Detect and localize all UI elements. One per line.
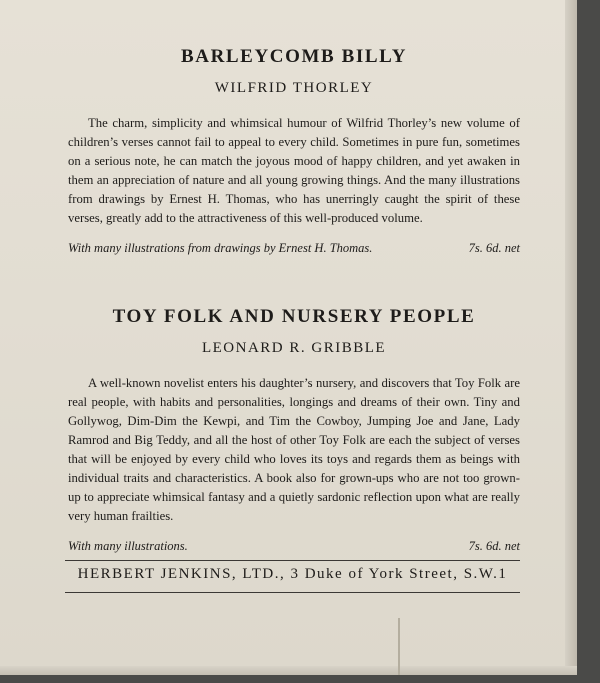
book-author: WILFRID THORLEY (214, 80, 374, 96)
book-title: BARLEYCOMB BILLY (180, 46, 408, 67)
book-author: LEONARD R. GRIBBLE (201, 340, 387, 356)
book-description: A well-known novelist enters his daughter’s nursery, and discovers that Toy Folk are real people, with habits and personalities, longings and dreams of their own. Tiny and Gollywog, Dim-Dim the Kewpi, and Tim the Cowboy, Jumping Joe and Jane, Lady Ramrod and Big Teddy, and all the host of other Toy Folk are each the subject of verses that will be enjoyed by every child who loves its toys and regards them as beings with individual traits and characteristics. A book also for grown-ups who are not too grown-up to appreciate whimsical fantasy and a quietly sardonic reflection upon what are really very human frailties. (68, 376, 520, 523)
book-price: 7s. 6d. net (468, 538, 520, 553)
divider-top (65, 560, 520, 561)
paper-crease (398, 618, 400, 675)
book-footline (68, 539, 520, 554)
publisher-imprint: HERBERT JENKINS, LTD., 3 Duke of York Street, S.W.1 (77, 566, 508, 582)
book-listing-barleycomb-billy (68, 46, 520, 256)
book-footline (68, 241, 520, 256)
divider-bottom (65, 592, 520, 593)
book-title: TOY FOLK AND NURSERY PEOPLE (112, 306, 476, 327)
illustration-note: With many illustrations from drawings by Ernest H. Thomas. (68, 240, 373, 255)
book-description: The charm, simplicity and whimsical humour of Wilfrid Thorley’s new volume of children’s verses cannot fail to appeal to every child. Sometimes in pure fun, sometimes on a serious note, he can match the joyous mood of happy children, and yet awaken in them an appreciation of nature and all young growing things. And the many illustrations from drawings by Ernest H. Thomas, who has unerringly caught the spirit of these verses, greatly add to the attractiveness of this well-produced volume. (68, 116, 520, 225)
illustration-note: With many illustrations. (68, 538, 188, 553)
book-listing-toy-folk (68, 306, 520, 554)
page-bottom-edge (0, 666, 577, 675)
page-edge-shadow (565, 0, 577, 675)
book-price: 7s. 6d. net (468, 240, 520, 255)
